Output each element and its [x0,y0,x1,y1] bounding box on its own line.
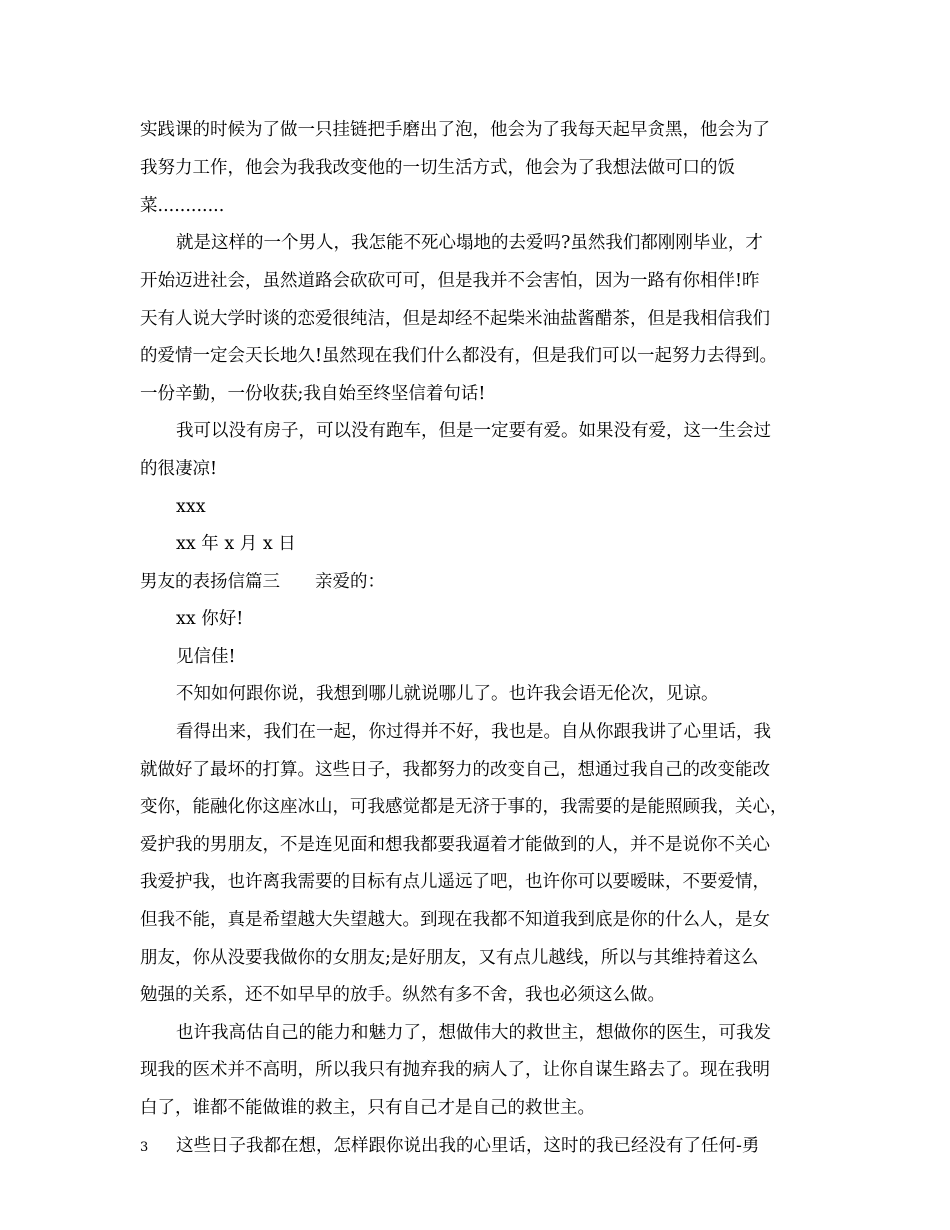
signature-date: xx 年 x 月 x 日 [176,534,296,554]
text-line: 的爱情一定会天长地久!虽然现在我们什么都没有，但是我们可以一起努力去得到。 [140,346,778,366]
greeting-line: 见信佳! [176,647,236,667]
text-line: 勉强的关系，还不如早早的放手。纵然有多不舍，我也必须这么做。 [140,985,665,1005]
text-line: 爱护我的男朋友，不是连见面和想我都要我逼着才能做到的人，并不是说你不关心 [140,835,770,855]
text-line: 不知如何跟你说，我想到哪儿就说哪儿了。也许我会语无伦次，见谅。 [176,684,719,704]
text-line: 我努力工作，他会为我我改变他的一切生活方式，他会为了我想法做可口的饭 [140,158,735,178]
text-line: 但我不能，真是希望越大失望越大。到现在我都不知道我到底是你的什么人，是女 [140,910,770,930]
text-line: 天有人说大学时谈的恋爱很纯洁，但是却经不起柴米油盐酱醋茶，但是我相信我们 [140,309,770,329]
section-heading: 男友的表扬信篇三 亲爱的： [140,572,385,592]
text-line: 看得出来，我们在一起，你过得并不好，我也是。自从你跟我讲了心里话，我 [176,722,771,742]
text-line: 白了，谁都不能做谁的救主，只有自己才是自己的救世主。 [140,1098,595,1118]
signature-name: xxx [176,497,206,517]
text-line: 也许我高估自己的能力和魅力了，想做伟大的救世主，想做你的医生，可我发 [176,1023,771,1043]
text-line: 我可以没有房子，可以没有跑车，但是一定要有爱。如果没有爱，这一生会过 [176,421,771,441]
text-line: 实践课的时候为了做一只挂链把手磨出了泡，他会为了我每天起早贪黑，他会为了 [140,120,770,140]
text-line: 我爱护我，也许离我需要的目标有点儿遥远了吧，也许你可以要暧昧，不要爱情， [140,872,770,892]
text-line: 开始迈进社会，虽然道路会砍砍可可，但是我并不会害怕，因为一路有你相伴!昨 [140,271,760,291]
text-line: 菜............ [140,196,225,216]
text-line: 的很凄凉! [140,459,218,479]
text-line: 这些日子我都在想，怎样跟你说出我的心里话，这时的我已经没有了任何-勇 [176,1136,760,1156]
text-line: 变你，能融化你这座冰山，可我感觉都是无济于事的，我需要的是能照顾我，关心， [140,797,788,817]
greeting-line: xx 你好! [176,609,244,629]
text-line: 朋友，你从没要我做你的女朋友;是好朋友，又有点儿越线，所以与其维持着这么 [140,948,759,968]
text-line: 一份辛勤，一份收获;我自始至终坚信着句话! [140,384,486,404]
page-number: 3 [140,1140,149,1155]
text-line: 现我的医术并不高明，所以我只有抛弃我的病人了，让你自谋生路去了。现在我明 [140,1060,770,1080]
text-line: 就是这样的一个男人，我怎能不死心塌地的去爱吗?虽然我们都刚刚毕业，才 [176,233,763,253]
text-line: 就做好了最坏的打算。这些日子，我都努力的改变自己，想通过我自己的改变能改 [140,760,770,780]
